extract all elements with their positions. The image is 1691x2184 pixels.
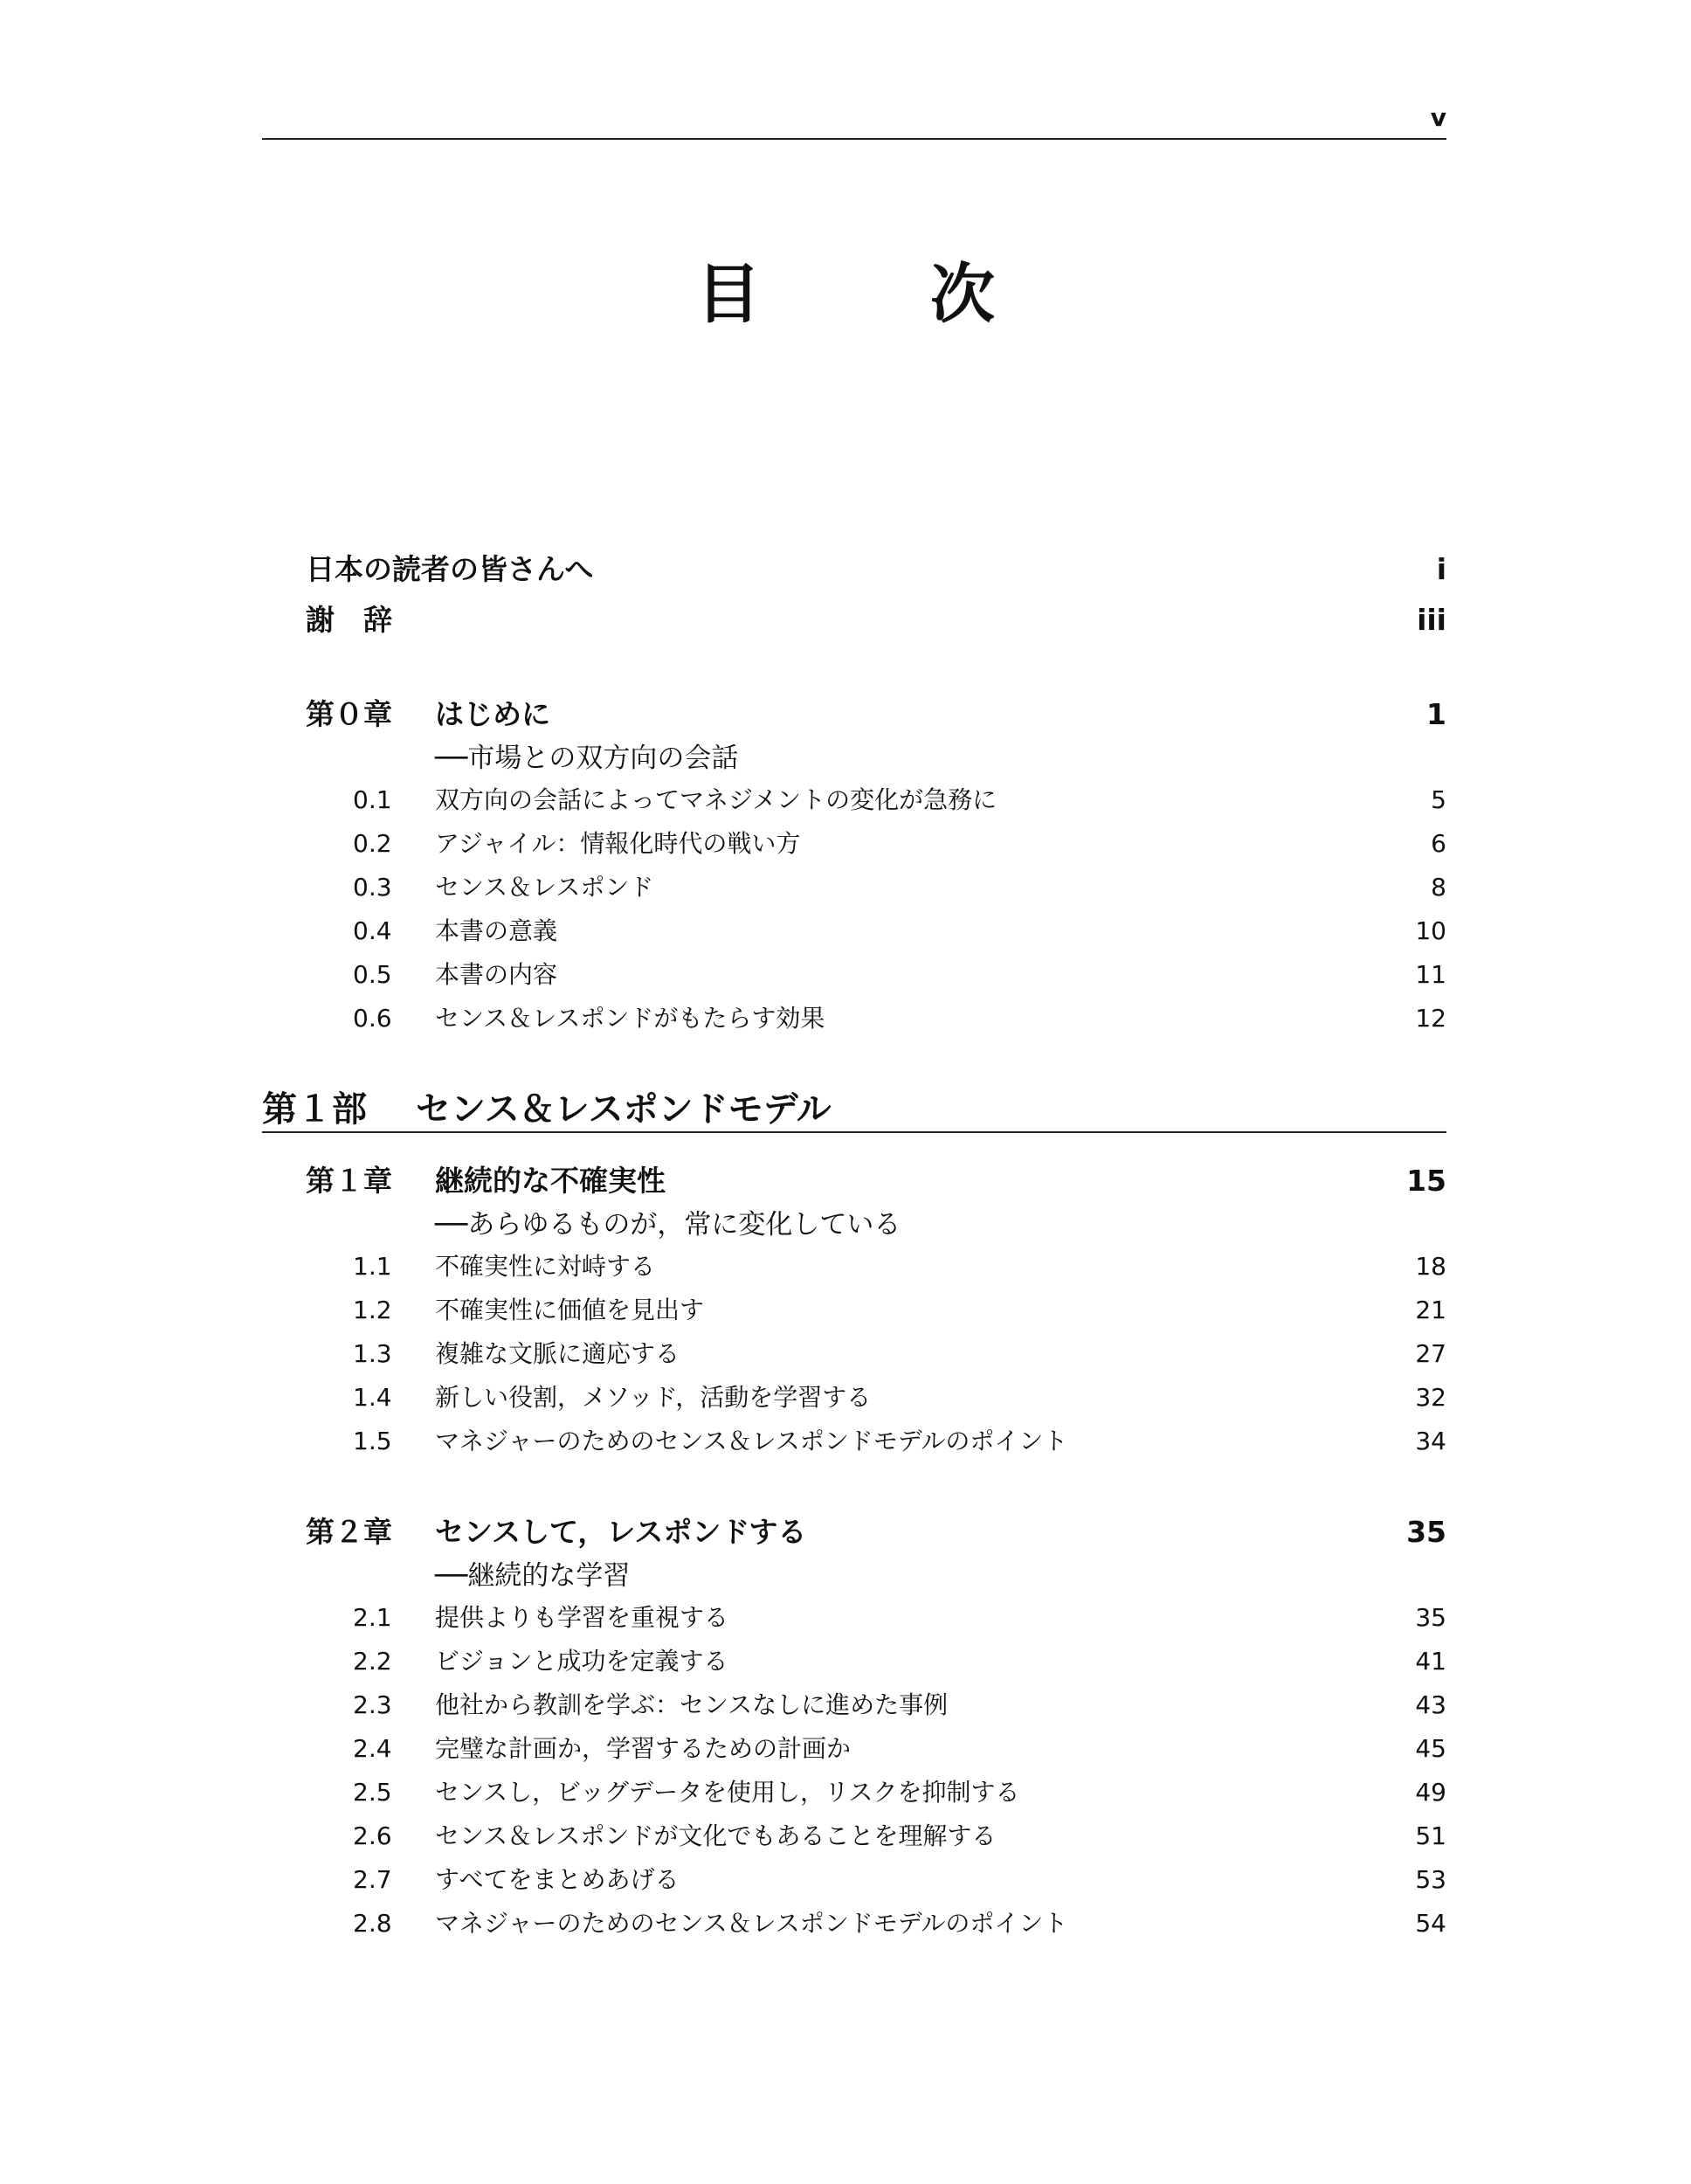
- toc-entry-title: 日本の読者の皆さんへ: [306, 552, 594, 586]
- section-title: 完璧な計画か，学習するための計画か: [435, 1734, 852, 1763]
- chapter-page: 15: [1406, 1164, 1446, 1198]
- toc-section-2-3[interactable]: [353, 1686, 1446, 1719]
- toc-chapter-0[interactable]: [306, 692, 1446, 730]
- section-page: 43: [1415, 1690, 1446, 1719]
- section-title: センスし，ビッグデータを使用し，リスクを抑制する: [435, 1778, 1020, 1807]
- section-title: 他社から教訓を学ぶ：センスなしに進めた事例: [435, 1690, 949, 1719]
- section-page: 5: [1431, 785, 1446, 814]
- section-number: 0.2: [353, 829, 392, 858]
- section-page: 12: [1415, 1004, 1446, 1033]
- chapter-number: 第１章: [306, 1164, 392, 1198]
- section-number: 0.5: [353, 960, 392, 989]
- part-number: 第１部: [262, 1089, 367, 1130]
- toc-section-0-3[interactable]: [353, 868, 1446, 902]
- section-title: マネジャーのためのセンス＆レスポンドモデルのポイント: [435, 1909, 1068, 1938]
- toc-chapter-1[interactable]: [306, 1158, 1446, 1197]
- section-title: ビジョンと成功を定義する: [435, 1647, 728, 1676]
- section-page: 45: [1415, 1734, 1446, 1763]
- toc-entry-front-1[interactable]: [306, 598, 1446, 636]
- section-title: 本書の意義: [435, 916, 558, 945]
- section-page: 35: [1415, 1603, 1446, 1632]
- section-title: 複雑な文脈に適応する: [435, 1339, 680, 1368]
- section-number: 1.2: [353, 1296, 392, 1324]
- section-number: 1.4: [353, 1383, 392, 1412]
- toc-section-0-2[interactable]: [353, 825, 1446, 858]
- section-page: 54: [1415, 1909, 1446, 1938]
- section-page: 51: [1415, 1821, 1446, 1850]
- toc-section-0-6[interactable]: [353, 999, 1446, 1033]
- toc-section-2-5[interactable]: [353, 1773, 1446, 1807]
- section-page: 32: [1415, 1383, 1446, 1412]
- section-title: すべてをまとめあげる: [435, 1865, 680, 1894]
- toc-section-2-8[interactable]: [353, 1904, 1446, 1938]
- chapter-subtitle: ──継続的な学習: [435, 1560, 631, 1592]
- toc-section-2-2[interactable]: [353, 1642, 1446, 1676]
- section-page: 11: [1415, 960, 1446, 989]
- section-number: 2.7: [353, 1865, 392, 1894]
- chapter-page: 1: [1426, 697, 1446, 731]
- toc-section-1-2[interactable]: [353, 1291, 1446, 1324]
- header-rule: [262, 138, 1446, 140]
- chapter-number: 第０章: [306, 697, 392, 731]
- section-title: 不確実性に価値を見出す: [435, 1296, 705, 1324]
- section-number: 0.1: [353, 785, 392, 814]
- section-number: 2.1: [353, 1603, 392, 1632]
- section-number: 2.3: [353, 1690, 392, 1719]
- section-title: センス＆レスポンドがもたらす効果: [435, 1004, 825, 1033]
- toc-section-1-1[interactable]: [353, 1248, 1446, 1281]
- section-number: 1.3: [353, 1339, 392, 1368]
- section-title: 提供よりも学習を重視する: [435, 1603, 729, 1632]
- part-heading[interactable]: [262, 1082, 832, 1131]
- chapter-title: センスして，レスポンドする: [435, 1515, 807, 1549]
- toc-section-2-6[interactable]: [353, 1817, 1446, 1850]
- chapter-page: 35: [1406, 1515, 1446, 1549]
- part-rule: [262, 1131, 1446, 1133]
- section-number: 0.3: [353, 873, 392, 902]
- section-page: 34: [1415, 1427, 1446, 1455]
- section-title: アジャイル：情報化時代の戦い方: [435, 829, 801, 858]
- section-page: 27: [1415, 1339, 1446, 1368]
- chapter-subtitle: ──市場との双方向の会話: [435, 743, 739, 774]
- section-number: 2.6: [353, 1821, 392, 1850]
- toc-section-0-5[interactable]: [353, 956, 1446, 989]
- page-folio: v: [1430, 103, 1446, 132]
- section-number: 1.5: [353, 1427, 392, 1455]
- section-number: 2.2: [353, 1647, 392, 1676]
- toc-entry-page: i: [1436, 552, 1446, 586]
- section-number: 0.4: [353, 916, 392, 945]
- section-page: 18: [1415, 1252, 1446, 1281]
- toc-chapter-2[interactable]: [306, 1510, 1446, 1548]
- section-number: 2.5: [353, 1778, 392, 1807]
- section-page: 41: [1415, 1647, 1446, 1676]
- section-title: 不確実性に対峙する: [435, 1252, 656, 1281]
- toc-section-0-4[interactable]: [353, 912, 1446, 945]
- section-page: 6: [1431, 829, 1446, 858]
- section-page: 10: [1415, 916, 1446, 945]
- part-title: センス＆レスポンドモデル: [416, 1089, 832, 1130]
- section-page: 21: [1415, 1296, 1446, 1324]
- section-title: センス＆レスポンド: [435, 873, 654, 902]
- section-page: 53: [1415, 1865, 1446, 1894]
- section-title: マネジャーのためのセンス＆レスポンドモデルのポイント: [435, 1427, 1068, 1455]
- toc-section-2-7[interactable]: [353, 1861, 1446, 1894]
- toc-section-2-4[interactable]: [353, 1730, 1446, 1763]
- toc-entry-page: iii: [1417, 603, 1446, 637]
- toc-entry-title: 謝 辞: [306, 603, 392, 637]
- toc-section-1-4[interactable]: [353, 1379, 1446, 1412]
- section-page: 49: [1415, 1778, 1446, 1807]
- page-title: 目 次: [696, 257, 1047, 332]
- toc-section-2-1[interactable]: [353, 1599, 1446, 1632]
- chapter-subtitle: ──あらゆるものが，常に変化している: [435, 1209, 901, 1241]
- section-number: 0.6: [353, 1004, 392, 1033]
- section-title: 新しい役割，メソッド，活動を学習する: [435, 1383, 872, 1412]
- toc-entry-front-0[interactable]: [306, 547, 1446, 585]
- toc-section-1-5[interactable]: [353, 1422, 1446, 1455]
- chapter-title: はじめに: [435, 697, 550, 731]
- toc-section-1-3[interactable]: [353, 1335, 1446, 1368]
- section-number: 2.8: [353, 1909, 392, 1938]
- section-page: 8: [1431, 873, 1446, 902]
- section-title: 本書の内容: [435, 960, 558, 989]
- section-title: 双方向の会話によってマネジメントの変化が急務に: [435, 785, 997, 814]
- section-number: 1.1: [353, 1252, 392, 1281]
- section-number: 2.4: [353, 1734, 392, 1763]
- chapter-title: 継続的な不確実性: [435, 1164, 666, 1198]
- toc-section-0-1[interactable]: [353, 781, 1446, 814]
- chapter-number: 第２章: [306, 1515, 392, 1549]
- section-title: センス＆レスポンドが文化でもあることを理解する: [435, 1821, 997, 1850]
